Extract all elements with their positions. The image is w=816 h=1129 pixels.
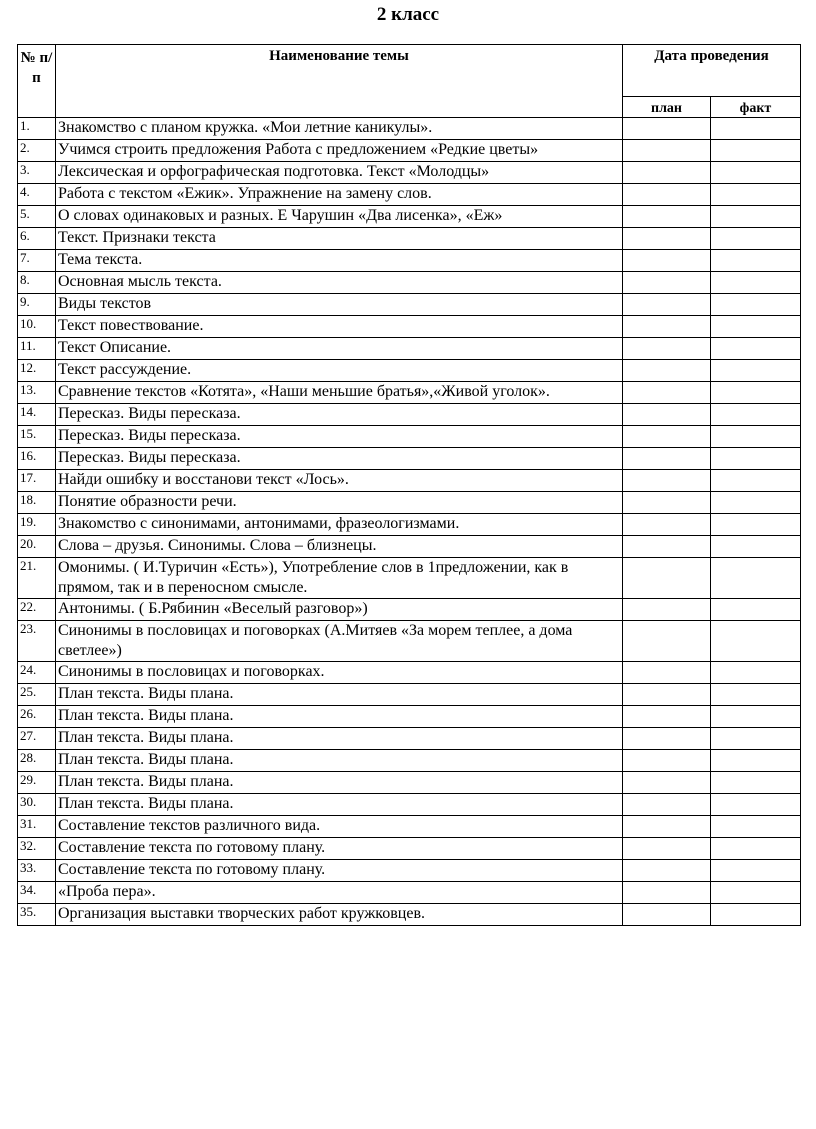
header-date: Дата проведения	[623, 45, 801, 97]
row-topic: Знакомство с синонимами, антонимами, фразеологизмами.	[56, 514, 623, 536]
row-topic: О словах одинаковых и разных. Е Чарушин «Два лисенка», «Еж»	[56, 206, 623, 228]
row-number: 18.	[18, 492, 56, 514]
row-plan-date	[623, 492, 711, 514]
row-number: 35.	[18, 904, 56, 926]
page-title: 2 класс	[376, 4, 440, 25]
table-row	[18, 794, 801, 816]
table-row	[18, 162, 801, 184]
row-plan-date	[623, 228, 711, 250]
row-number: 21.	[18, 558, 56, 599]
row-fact-date	[711, 228, 801, 250]
row-topic: План текста. Виды плана.	[56, 684, 623, 706]
row-number: 27.	[18, 728, 56, 750]
row-topic: План текста. Виды плана.	[56, 706, 623, 728]
table-row	[18, 706, 801, 728]
row-plan-date	[623, 514, 711, 536]
row-number: 33.	[18, 860, 56, 882]
row-number: 16.	[18, 448, 56, 470]
row-topic: Текст Описание.	[56, 338, 623, 360]
row-topic: Составление текстов различного вида.	[56, 816, 623, 838]
header-topic: Наименование темы	[56, 45, 623, 118]
row-plan-date	[623, 536, 711, 558]
row-topic: Знакомство с планом кружка. «Мои летние каникулы».	[56, 118, 623, 140]
row-topic: Организация выставки творческих работ кружковцев.	[56, 904, 623, 926]
row-fact-date	[711, 360, 801, 382]
row-plan-date	[623, 338, 711, 360]
row-fact-date	[711, 162, 801, 184]
row-fact-date	[711, 772, 801, 794]
row-fact-date	[711, 492, 801, 514]
header-fact: факт	[711, 97, 801, 118]
row-fact-date	[711, 816, 801, 838]
row-number: 14.	[18, 404, 56, 426]
row-number: 9.	[18, 294, 56, 316]
row-fact-date	[711, 206, 801, 228]
row-plan-date	[623, 838, 711, 860]
table-row	[18, 750, 801, 772]
row-plan-date	[623, 684, 711, 706]
table-row	[18, 118, 801, 140]
table-row	[18, 662, 801, 684]
row-topic: Текст. Признаки текста	[56, 228, 623, 250]
row-plan-date	[623, 816, 711, 838]
row-fact-date	[711, 599, 801, 621]
table-row	[18, 272, 801, 294]
row-plan-date	[623, 662, 711, 684]
table-row	[18, 294, 801, 316]
row-number: 1.	[18, 118, 56, 140]
row-plan-date	[623, 558, 711, 599]
row-topic: Антонимы. ( Б.Рябинин «Веселый разговор»)	[56, 599, 623, 621]
table-row	[18, 492, 801, 514]
row-number: 6.	[18, 228, 56, 250]
row-plan-date	[623, 316, 711, 338]
row-plan-date	[623, 118, 711, 140]
row-fact-date	[711, 316, 801, 338]
row-topic: Работа с текстом «Ежик». Упражнение на замену слов.	[56, 184, 623, 206]
row-topic: Синонимы в пословицах и поговорках.	[56, 662, 623, 684]
row-number: 11.	[18, 338, 56, 360]
row-fact-date	[711, 728, 801, 750]
row-topic: Пересказ. Виды пересказа.	[56, 404, 623, 426]
row-number: 20.	[18, 536, 56, 558]
table-row	[18, 904, 801, 926]
row-number: 15.	[18, 426, 56, 448]
row-fact-date	[711, 448, 801, 470]
row-number: 4.	[18, 184, 56, 206]
row-fact-date	[711, 860, 801, 882]
row-fact-date	[711, 662, 801, 684]
table-row	[18, 140, 801, 162]
row-plan-date	[623, 360, 711, 382]
row-fact-date	[711, 118, 801, 140]
row-number: 26.	[18, 706, 56, 728]
row-fact-date	[711, 404, 801, 426]
table-row	[18, 728, 801, 750]
row-topic: Пересказ. Виды пересказа.	[56, 426, 623, 448]
table-row	[18, 621, 801, 662]
row-number: 29.	[18, 772, 56, 794]
row-plan-date	[623, 882, 711, 904]
row-plan-date	[623, 404, 711, 426]
row-plan-date	[623, 794, 711, 816]
row-number: 31.	[18, 816, 56, 838]
row-plan-date	[623, 599, 711, 621]
row-plan-date	[623, 904, 711, 926]
row-number: 23.	[18, 621, 56, 662]
row-number: 3.	[18, 162, 56, 184]
row-plan-date	[623, 206, 711, 228]
row-fact-date	[711, 514, 801, 536]
row-topic: Текст рассуждение.	[56, 360, 623, 382]
row-fact-date	[711, 426, 801, 448]
table-row	[18, 404, 801, 426]
row-topic: План текста. Виды плана.	[56, 750, 623, 772]
row-plan-date	[623, 706, 711, 728]
table-row	[18, 184, 801, 206]
row-number: 5.	[18, 206, 56, 228]
row-topic: «Проба пера».	[56, 882, 623, 904]
row-number: 7.	[18, 250, 56, 272]
lesson-plan-table	[17, 44, 801, 926]
row-topic: Пересказ. Виды пересказа.	[56, 448, 623, 470]
row-topic: Понятие образности речи.	[56, 492, 623, 514]
row-fact-date	[711, 904, 801, 926]
table-row	[18, 558, 801, 599]
header-number: № п/п	[18, 45, 56, 118]
row-topic: Сравнение текстов «Котята», «Наши меньшие братья»,«Живой уголок».	[56, 382, 623, 404]
table-row	[18, 838, 801, 860]
table-row	[18, 772, 801, 794]
table-row	[18, 382, 801, 404]
row-number: 22.	[18, 599, 56, 621]
table-row	[18, 684, 801, 706]
row-fact-date	[711, 470, 801, 492]
row-fact-date	[711, 294, 801, 316]
table-row	[18, 360, 801, 382]
row-topic: Учимся строить предложения Работа с предложением «Редкие цветы»	[56, 140, 623, 162]
row-number: 28.	[18, 750, 56, 772]
table-row	[18, 448, 801, 470]
row-fact-date	[711, 272, 801, 294]
row-topic: Омонимы. ( И.Туричин «Есть»), Употребление слов в 1предложении, как в прямом, так и в переносном смысле.	[56, 558, 623, 599]
row-fact-date	[711, 882, 801, 904]
row-topic: Составление текста по готовому плану.	[56, 860, 623, 882]
row-topic: Основная мысль текста.	[56, 272, 623, 294]
table-body	[18, 118, 801, 926]
row-plan-date	[623, 621, 711, 662]
row-number: 24.	[18, 662, 56, 684]
row-fact-date	[711, 536, 801, 558]
row-plan-date	[623, 382, 711, 404]
row-fact-date	[711, 706, 801, 728]
row-plan-date	[623, 184, 711, 206]
row-topic: Текст повествование.	[56, 316, 623, 338]
row-plan-date	[623, 470, 711, 492]
table-row	[18, 316, 801, 338]
row-number: 10.	[18, 316, 56, 338]
row-number: 25.	[18, 684, 56, 706]
row-plan-date	[623, 772, 711, 794]
row-number: 17.	[18, 470, 56, 492]
row-plan-date	[623, 750, 711, 772]
row-fact-date	[711, 684, 801, 706]
row-fact-date	[711, 140, 801, 162]
row-fact-date	[711, 250, 801, 272]
row-plan-date	[623, 162, 711, 184]
table-row	[18, 536, 801, 558]
table-row	[18, 860, 801, 882]
row-number: 30.	[18, 794, 56, 816]
table-row	[18, 228, 801, 250]
row-fact-date	[711, 621, 801, 662]
row-topic: Найди ошибку и восстанови текст «Лось».	[56, 470, 623, 492]
row-number: 12.	[18, 360, 56, 382]
row-fact-date	[711, 838, 801, 860]
row-plan-date	[623, 272, 711, 294]
row-topic: Тема текста.	[56, 250, 623, 272]
row-plan-date	[623, 426, 711, 448]
row-plan-date	[623, 294, 711, 316]
row-topic: Лексическая и орфографическая подготовка. Текст «Молодцы»	[56, 162, 623, 184]
row-number: 34.	[18, 882, 56, 904]
table-row	[18, 250, 801, 272]
table-row	[18, 470, 801, 492]
row-fact-date	[711, 338, 801, 360]
header-plan: план	[623, 97, 711, 118]
row-topic: Составление текста по готовому плану.	[56, 838, 623, 860]
table-row	[18, 882, 801, 904]
row-number: 19.	[18, 514, 56, 536]
row-number: 13.	[18, 382, 56, 404]
row-plan-date	[623, 728, 711, 750]
row-topic: Синонимы в пословицах и поговорках (А.Митяев «За морем теплее, а дома светлее»)	[56, 621, 623, 662]
row-topic: Слова – друзья. Синонимы. Слова – близнецы.	[56, 536, 623, 558]
row-plan-date	[623, 860, 711, 882]
row-fact-date	[711, 794, 801, 816]
row-plan-date	[623, 448, 711, 470]
row-topic: План текста. Виды плана.	[56, 772, 623, 794]
row-fact-date	[711, 750, 801, 772]
table-row	[18, 816, 801, 838]
row-number: 32.	[18, 838, 56, 860]
table-row	[18, 599, 801, 621]
row-topic: План текста. Виды плана.	[56, 728, 623, 750]
row-topic: Виды текстов	[56, 294, 623, 316]
row-number: 2.	[18, 140, 56, 162]
table-row	[18, 206, 801, 228]
table-row	[18, 426, 801, 448]
row-fact-date	[711, 558, 801, 599]
row-plan-date	[623, 250, 711, 272]
row-plan-date	[623, 140, 711, 162]
table-row	[18, 338, 801, 360]
row-topic: План текста. Виды плана.	[56, 794, 623, 816]
row-fact-date	[711, 382, 801, 404]
table-row	[18, 514, 801, 536]
row-fact-date	[711, 184, 801, 206]
row-number: 8.	[18, 272, 56, 294]
